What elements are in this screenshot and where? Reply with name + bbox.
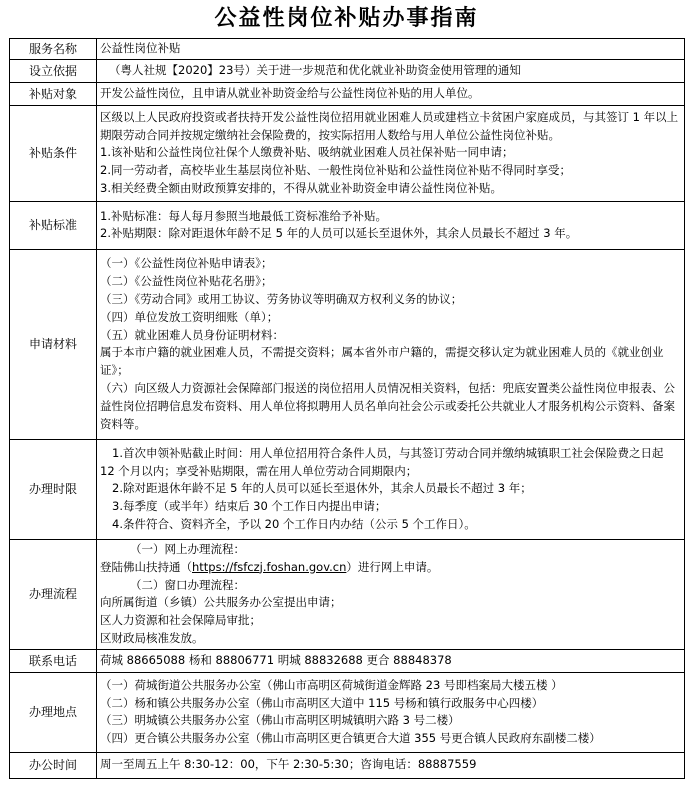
process-offline-title: （二）窗口办理流程：	[130, 577, 245, 592]
value-service-name: 公益性岗位补贴	[97, 39, 685, 60]
process-step: 区财政局核准发放。	[100, 630, 204, 645]
fsfczj-link[interactable]: https://fsfczj.foshan.gov.cn	[192, 559, 347, 574]
process-online-line	[100, 559, 681, 577]
process-online-title: （一）网上办理流程：	[130, 541, 245, 556]
value-process	[97, 539, 685, 649]
process-step: 区人力资源和社会保障局审批；	[100, 613, 261, 628]
row-timelimit	[10, 439, 685, 539]
value-address	[97, 672, 685, 752]
row-service-name	[10, 39, 685, 60]
value-hours: 周一至周五上午 8:30-12：00，下午 2:30-5:30；咨询电话：88887559	[97, 752, 685, 778]
label-timelimit: 办理时限	[10, 439, 97, 539]
row-basis	[10, 59, 685, 82]
label-address: 办理地点	[10, 672, 97, 752]
materials-item: （五）就业困难人员身份证明材料：	[100, 327, 284, 342]
row-standard	[10, 201, 685, 249]
row-address	[10, 672, 685, 752]
row-hours	[10, 752, 685, 778]
timelimit-item: 1.首次申领补贴截止时间：用人单位招用符合条件人员，与其签订劳动合同并缴纳城镇职工社会保险费之日起 12 个月以内；享受补贴期限，需在用人单位劳动合同期限内；	[100, 445, 664, 478]
timelimit-item: 4.条件符合、资料齐全，予以 20 个工作日内办结（公示 5 个工作日）。	[112, 517, 476, 532]
label-service-name: 服务名称	[10, 39, 97, 60]
row-materials	[10, 249, 685, 439]
value-standard	[97, 201, 685, 249]
value-basis: （粤人社规【2020】23号）关于进一步规范和优化就业补助资金使用管理的通知	[97, 59, 685, 82]
page-title: 公益性岗位补贴办事指南	[214, 6, 479, 31]
materials-item: （六）向区级人力资源社会保障部门报送的岗位招用人员情况相关资料，包括：兜底安置类公益性岗位申报表、公益性岗位招聘信息发布资料、用人单位将拟聘用人员名单向社会公示或委托公共就业人才服务机构公示资料、备案资料等。	[100, 380, 675, 431]
label-target: 补贴对象	[10, 82, 97, 105]
label-basis: 设立依据	[10, 59, 97, 82]
timelimit-item: 2.除对距退休年龄不足 5 年的人员可以延长至退休外，其余人员最长不超过 3 年；	[112, 481, 532, 496]
row-process	[10, 539, 685, 649]
label-materials: 申请材料	[10, 249, 97, 439]
process-step: 向所属街道（乡镇）公共服务办公室提出申请；	[100, 595, 342, 610]
address-item: （三）明城镇公共服务办公室（佛山市高明区明城镇明六路 3 号二楼）	[100, 713, 460, 728]
row-conditions	[10, 105, 685, 201]
value-timelimit	[97, 439, 685, 539]
process-online-suffix: ）进行网上申请。	[346, 559, 439, 574]
row-target	[10, 82, 685, 105]
label-conditions: 补贴条件	[10, 105, 97, 201]
label-phone: 联系电话	[10, 649, 97, 672]
value-materials	[97, 249, 685, 439]
materials-item: （二）《公益性岗位补贴花名册》；	[100, 274, 273, 289]
conditions-item: 2.同一劳动者，高校毕业生基层岗位补贴、一般性岗位补贴和公益性岗位补贴不得同时享受；	[100, 163, 571, 178]
timelimit-item: 3.每季度（或半年）结束后 30 个工作日内提出申请；	[112, 499, 387, 514]
label-standard: 补贴标准	[10, 201, 97, 249]
value-conditions	[97, 105, 685, 201]
row-phone	[10, 649, 685, 672]
address-item: （四）更合镇公共服务办公室（佛山市高明区更合镇更合大道 355 号更合镇人民政府东副楼二楼）	[100, 731, 601, 746]
guide-table	[9, 38, 685, 779]
process-online-prefix: 登陆佛山扶持通（	[100, 559, 192, 574]
standard-item: 2.补贴期限：除对距退休年龄不足 5 年的人员可以延长至退休外，其余人员最长不超过 3 年。	[100, 226, 578, 241]
address-item: （一）荷城街道公共服务办公室（佛山市高明区荷城街道金辉路 23 号即档案局大楼五楼 ）	[100, 677, 563, 692]
value-phone: 荷城 88665088 杨和 88806771 明城 88832688 更合 88848378	[97, 649, 685, 672]
label-process: 办理流程	[10, 539, 97, 649]
standard-item: 1.补贴标准：每人每月参照当地最低工资标准给予补贴。	[100, 208, 387, 223]
conditions-item: 3.相关经费全额由财政预算安排的，不得从就业补助资金申请公益性岗位补贴。	[100, 181, 502, 196]
materials-item: （一）《公益性岗位补贴申请表》；	[100, 256, 273, 271]
label-hours: 办公时间	[10, 752, 97, 778]
materials-item: 属于本市户籍的就业困难人员，不需提交资料；属本省外市户籍的，需提交移认定为就业困难人员的《就业创业证》；	[100, 345, 664, 378]
conditions-intro: 区级以上人民政府投资或者扶持开发公益性岗位招用就业困难人员或建档立卡贫困户家庭成员，与其签订 1 年以上期限劳动合同并按规定缴纳社会保险费的，按实际招用人数给与用人单位公益性岗位补贴。	[100, 109, 679, 142]
materials-item: （三）《劳动合同》或用工协议、劳务协议等明确双方权利义务的协议；	[100, 291, 463, 306]
materials-item: （四）单位发放工资明细账（单）；	[100, 309, 279, 324]
address-item: （二）杨和镇公共服务办公室（佛山市高明区大道中 115 号杨和镇行政服务中心四楼）	[100, 695, 544, 710]
value-target: 开发公益性岗位，且申请从就业补助资金给与公益性岗位补贴的用人单位。	[97, 82, 685, 105]
conditions-item: 1.该补贴和公益性岗位社保个人缴费补贴、吸纳就业困难人员社保补贴一同申请；	[100, 145, 514, 160]
